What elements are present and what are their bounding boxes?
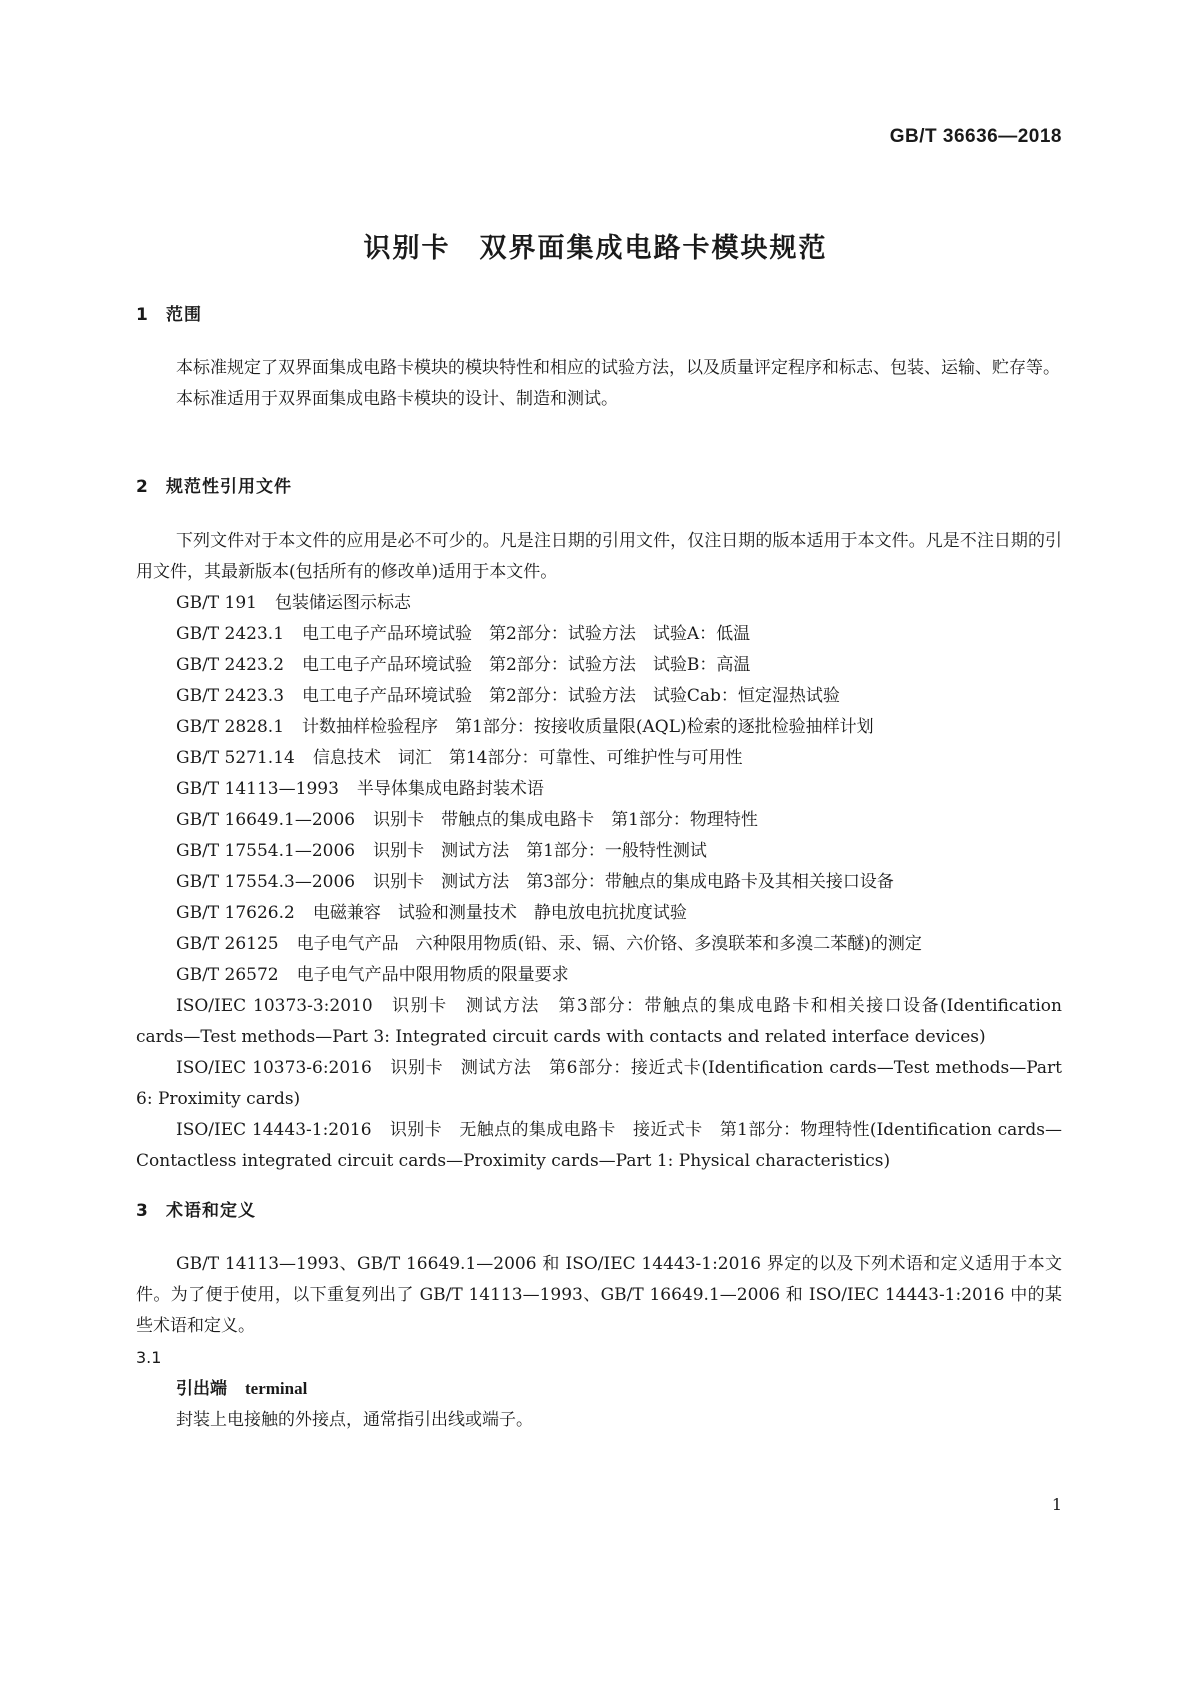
reference-title: 计数抽样检验程序 第1部分：按接收质量限(AQL)检索的逐批检验抽样计划 <box>302 717 874 737</box>
document-title: 识别卡 双界面集成电路卡模块规范 <box>363 233 828 264</box>
term-title <box>136 1373 1062 1405</box>
reference-code: ISO/IEC 10373-3:2010 <box>176 996 373 1016</box>
reference-list <box>136 588 1062 1177</box>
paragraph: 本标准适用于双界面集成电路卡模块的设计、制造和测试。 <box>176 389 618 409</box>
section-title: 规范性引用文件 <box>166 477 292 497</box>
reference-code: GB/T 2828.1 <box>176 717 285 737</box>
reference-title: 电工电子产品环境试验 第2部分：试验方法 试验A：低温 <box>302 624 751 644</box>
reference-item <box>136 650 1062 681</box>
reference-title: 识别卡 测试方法 第3部分：带触点的集成电路卡和相关接口设备(Identification cards—Test methods—Part 3: Integrated circuit cards with contacts and related interface devices) <box>136 996 1062 1047</box>
reference-code: GB/T 26572 <box>176 965 279 985</box>
term-definition: 封装上电接触的外接点，通常指引出线或端子。 <box>176 1410 533 1430</box>
section-1-heading <box>136 300 1062 325</box>
reference-code: GB/T 5271.14 <box>176 748 295 768</box>
reference-code: GB/T 26125 <box>176 934 279 954</box>
reference-code: GB/T 2423.2 <box>176 655 285 675</box>
reference-code: GB/T 17554.3—2006 <box>176 872 356 892</box>
term-zh: 引出端 <box>176 1379 227 1399</box>
reference-item <box>136 991 1062 1053</box>
reference-code: GB/T 14113—1993 <box>176 779 339 799</box>
reference-code: GB/T 2423.3 <box>176 686 285 706</box>
reference-title: 识别卡 带触点的集成电路卡 第1部分：物理特性 <box>373 810 758 830</box>
reference-item <box>136 805 1062 836</box>
section-number: 2 <box>136 477 149 497</box>
reference-title: 识别卡 测试方法 第1部分：一般特性测试 <box>373 841 707 861</box>
reference-title: 识别卡 无触点的集成电路卡 接近式卡 第1部分：物理特性(Identification cards—Contactless integrated circuit cards—Proximity cards—Part 1: Physical characteristics) <box>136 1120 1062 1171</box>
section-2-heading <box>136 472 1062 497</box>
section-number: 1 <box>136 305 149 325</box>
reference-item <box>136 929 1062 960</box>
reference-item <box>136 743 1062 774</box>
reference-code: GB/T 16649.1—2006 <box>176 810 356 830</box>
reference-code: GB/T 191 <box>176 593 257 613</box>
terms-intro: GB/T 14113—1993、GB/T 16649.1—2006 和 ISO/IEC 14443-1:2016 界定的以及下列术语和定义适用于本文件。为了便于使用，以下重复列出了 GB/T 14113—1993、GB/T 16649.1—2006 和 ISO/IEC 14443-1:2016 中的某些术语和定义。 <box>136 1254 1062 1336</box>
reference-title: 电工电子产品环境试验 第2部分：试验方法 试验B：高温 <box>302 655 751 675</box>
reference-code: GB/T 2423.1 <box>176 624 285 644</box>
reference-code: GB/T 17626.2 <box>176 903 295 923</box>
section-3-body <box>136 1249 1062 1436</box>
section-title: 术语和定义 <box>166 1201 256 1221</box>
standard-code-header: GB/T 36636—2018 <box>889 126 1062 147</box>
reference-code: ISO/IEC 14443-1:2016 <box>176 1120 372 1140</box>
reference-title: 半导体集成电路封装术语 <box>356 779 544 799</box>
page-number: 1 <box>1051 1495 1062 1514</box>
section-number: 3 <box>136 1201 149 1221</box>
normative-references <box>136 526 1062 1177</box>
reference-title: 信息技术 词汇 第14部分：可靠性、可维护性与可用性 <box>312 748 743 768</box>
reference-item <box>136 867 1062 898</box>
paragraph: 本标准规定了双界面集成电路卡模块的模块特性和相应的试验方法，以及质量评定程序和标志、包装、运输、贮存等。 <box>176 358 1060 378</box>
term-en: terminal <box>245 1379 308 1398</box>
reference-item <box>136 898 1062 929</box>
reference-item <box>136 619 1062 650</box>
reference-item <box>136 960 1062 991</box>
reference-title: 电子电气产品中限用物质的限量要求 <box>296 965 569 985</box>
reference-code: GB/T 17554.1—2006 <box>176 841 356 861</box>
reference-title: 识别卡 测试方法 第6部分：接近式卡(Identification cards—Test methods—Part 6: Proximity cards) <box>136 1058 1062 1109</box>
reference-item <box>136 774 1062 805</box>
reference-title: 电磁兼容 试验和测量技术 静电放电抗扰度试验 <box>312 903 687 923</box>
reference-item <box>136 588 1062 619</box>
reference-title: 包装储运图示标志 <box>275 593 411 613</box>
references-intro: 下列文件对于本文件的应用是必不可少的。凡是注日期的引用文件，仅注日期的版本适用于本文件。凡是不注日期的引用文件，其最新版本(包括所有的修改单)适用于本文件。 <box>136 531 1062 582</box>
reference-title: 识别卡 测试方法 第3部分：带触点的集成电路卡及其相关接口设备 <box>373 872 894 892</box>
section-3-heading <box>136 1196 1062 1221</box>
reference-item <box>136 712 1062 743</box>
reference-item <box>136 681 1062 712</box>
reference-item <box>136 1053 1062 1115</box>
section-title: 范围 <box>166 305 202 325</box>
reference-title: 电子电气产品 六种限用物质(铅、汞、镉、六价铬、多溴联苯和多溴二苯醚)的测定 <box>296 934 922 954</box>
reference-item <box>136 836 1062 867</box>
term-number: 3.1 <box>136 1348 162 1367</box>
reference-code: ISO/IEC 10373-6:2016 <box>176 1058 372 1078</box>
reference-item <box>136 1115 1062 1177</box>
section-1-body <box>136 353 1062 415</box>
reference-title: 电工电子产品环境试验 第2部分：试验方法 试验Cab：恒定湿热试验 <box>302 686 840 706</box>
